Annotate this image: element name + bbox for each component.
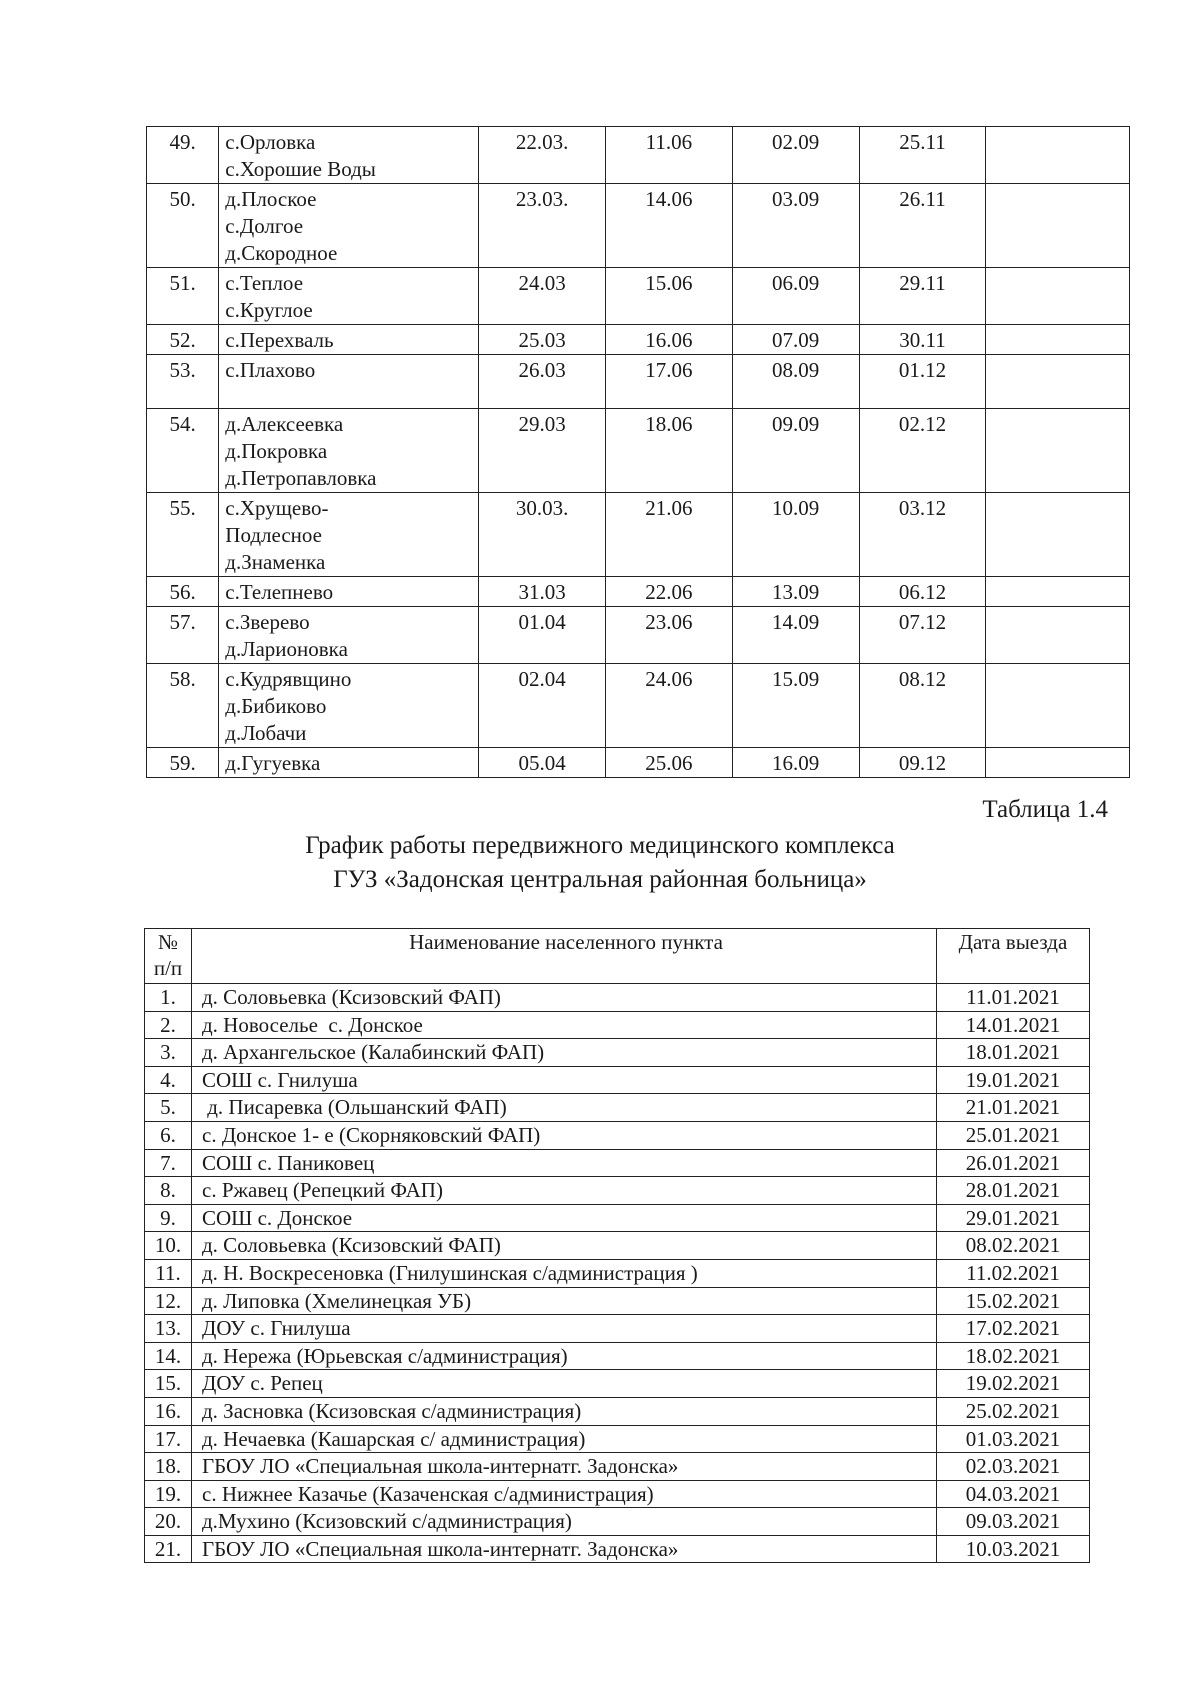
- visit-date: 03.09: [732, 184, 859, 268]
- visit-date: 22.06: [605, 577, 732, 607]
- settlement-name: с. Нижнее Казачье (Казаченская с/администрация): [192, 1480, 937, 1508]
- settlement-names: [219, 184, 479, 268]
- visit-date: 29.11: [859, 268, 986, 325]
- settlement-name: с.Телепнево: [225, 580, 334, 604]
- table-row: [145, 1204, 1090, 1232]
- header-number: [145, 929, 192, 984]
- table-row: [147, 748, 1130, 778]
- row-number: 59.: [147, 748, 219, 778]
- row-number: 1.: [145, 984, 192, 1012]
- settlement-name: д.Петропавловка: [225, 466, 377, 490]
- visit-date: 11.06: [605, 127, 732, 184]
- settlement-name: д. Липовка (Хмелинецкая УБ): [192, 1287, 937, 1315]
- visit-date: 16.09: [732, 748, 859, 778]
- row-number: 10.: [145, 1232, 192, 1260]
- settlement-names: [219, 409, 479, 493]
- settlement-name: с.Долгое: [225, 214, 304, 238]
- departure-date: 18.02.2021: [937, 1342, 1090, 1370]
- row-number: 51.: [147, 268, 219, 325]
- visit-date: 16.06: [605, 325, 732, 355]
- header-number-line-1: №: [157, 930, 179, 954]
- visit-date: 23.06: [605, 607, 732, 664]
- row-number: 52.: [147, 325, 219, 355]
- table-row: [145, 1508, 1090, 1536]
- settlement-names: [219, 607, 479, 664]
- visit-date: 07.12: [859, 607, 986, 664]
- row-number: 20.: [145, 1508, 192, 1536]
- settlement-name: ГБОУ ЛО «Специальная школа-интернатг. Задонска»: [192, 1535, 937, 1563]
- settlement-name: с.Теплое: [225, 271, 304, 295]
- settlement-name: д. Н. Воскресеновка (Гнилушинская с/администрация ): [192, 1259, 937, 1287]
- row-number: 53.: [147, 355, 219, 409]
- visit-date: 03.12: [859, 493, 986, 577]
- settlement-name: с.Круглое: [225, 298, 313, 322]
- table-row: [145, 1535, 1090, 1563]
- settlement-name: СОШ с. Донское: [192, 1204, 937, 1232]
- settlement-name: д.Бибиково: [225, 694, 327, 718]
- visit-date: 22.03.: [479, 127, 606, 184]
- visit-date: 01.12: [859, 355, 986, 409]
- departure-date: 01.03.2021: [937, 1425, 1090, 1453]
- table-row: [147, 127, 1130, 184]
- visit-date: 15.09: [732, 664, 859, 748]
- visit-date: 05.04: [479, 748, 606, 778]
- row-number: 21.: [145, 1535, 192, 1563]
- departure-date: 09.03.2021: [937, 1508, 1090, 1536]
- table-row: [145, 1177, 1090, 1205]
- table-row: [145, 1094, 1090, 1122]
- notes-cell: [986, 268, 1130, 325]
- settlement-names: [219, 325, 479, 355]
- table-row: [145, 1453, 1090, 1481]
- settlement-name: д. Архангельское (Калабинский ФАП): [192, 1039, 937, 1067]
- row-number: 15.: [145, 1370, 192, 1398]
- table-row: [147, 664, 1130, 748]
- visit-date: 06.09: [732, 268, 859, 325]
- visit-date: 25.03: [479, 325, 606, 355]
- visit-date: 08.09: [732, 355, 859, 409]
- departure-date: 14.01.2021: [937, 1011, 1090, 1039]
- mobile-complex-schedule-body: [145, 984, 1090, 1563]
- notes-cell: [986, 184, 1130, 268]
- departure-date: 08.02.2021: [937, 1232, 1090, 1260]
- visit-date: 13.09: [732, 577, 859, 607]
- visit-date: 07.09: [732, 325, 859, 355]
- settlement-name: с.Орловка: [225, 130, 316, 154]
- settlement-name: Подлесное: [225, 523, 323, 547]
- visit-date: 06.12: [859, 577, 986, 607]
- mobile-complex-schedule-table: [144, 928, 1090, 1563]
- settlement-name: д.Скородное: [225, 241, 338, 265]
- table-row: [145, 1011, 1090, 1039]
- row-number: 49.: [147, 127, 219, 184]
- visit-date: 15.06: [605, 268, 732, 325]
- visit-date: 31.03: [479, 577, 606, 607]
- route-schedule-body: [147, 127, 1130, 778]
- settlement-name: д.Покровка: [225, 439, 328, 463]
- table-row: [145, 1315, 1090, 1343]
- table-row: [145, 1342, 1090, 1370]
- row-number: 50.: [147, 184, 219, 268]
- departure-date: 11.01.2021: [937, 984, 1090, 1012]
- settlement-name: ГБОУ ЛО «Специальная школа-интернатг. Задонска»: [192, 1453, 937, 1481]
- settlement-name: д.Мухино (Ксизовский с/администрация): [192, 1508, 937, 1536]
- departure-date: 29.01.2021: [937, 1204, 1090, 1232]
- row-number: 3.: [145, 1039, 192, 1067]
- visit-date: 10.09: [732, 493, 859, 577]
- visit-date: 26.11: [859, 184, 986, 268]
- visit-date: 30.03.: [479, 493, 606, 577]
- settlement-name: с.Кудрявщино: [225, 667, 352, 691]
- row-number: 11.: [145, 1259, 192, 1287]
- table-title-line-2: ГУЗ «Задонская центральная районная больница»: [333, 866, 867, 893]
- table-row: [145, 1232, 1090, 1260]
- row-number: 17.: [145, 1425, 192, 1453]
- notes-cell: [986, 355, 1130, 409]
- table-row: [147, 184, 1130, 268]
- settlement-name: д. Нережа (Юрьевская с/администрация): [192, 1342, 937, 1370]
- departure-date: 25.02.2021: [937, 1397, 1090, 1425]
- departure-date: 02.03.2021: [937, 1453, 1090, 1481]
- table-row: [147, 325, 1130, 355]
- visit-date: 29.03: [479, 409, 606, 493]
- table-row: [145, 1480, 1090, 1508]
- settlement-name: д. Соловьевка (Ксизовский ФАП): [192, 1232, 937, 1260]
- visit-date: 02.09: [732, 127, 859, 184]
- settlement-name: д. Писаревка (Ольшанский ФАП): [192, 1094, 937, 1122]
- row-number: 14.: [145, 1342, 192, 1370]
- visit-date: 25.06: [605, 748, 732, 778]
- table-row: [145, 1397, 1090, 1425]
- visit-date: 01.04: [479, 607, 606, 664]
- table-row: [147, 268, 1130, 325]
- settlement-names: [219, 577, 479, 607]
- visit-date: 14.06: [605, 184, 732, 268]
- notes-cell: [986, 325, 1130, 355]
- header-number-line-2: п/п: [153, 956, 183, 980]
- row-number: 54.: [147, 409, 219, 493]
- notes-cell: [986, 493, 1130, 577]
- departure-date: 11.02.2021: [937, 1259, 1090, 1287]
- settlement-name: ДОУ с. Репец: [192, 1370, 937, 1398]
- settlement-name: д. Засновка (Ксизовская с/администрация): [192, 1397, 937, 1425]
- table-row: [145, 1370, 1090, 1398]
- row-number: 8.: [145, 1177, 192, 1205]
- settlement-name: с.Перехваль: [225, 328, 334, 352]
- visit-date: 30.11: [859, 325, 986, 355]
- departure-date: 10.03.2021: [937, 1535, 1090, 1563]
- settlement-name: д.Знаменка: [225, 550, 326, 574]
- settlement-name: д. Нечаевка (Кашарская с/ администрация): [192, 1425, 937, 1453]
- settlement-name: д.Лобачи: [225, 721, 307, 745]
- notes-cell: [986, 748, 1130, 778]
- visit-date: 02.04: [479, 664, 606, 748]
- row-number: 12.: [145, 1287, 192, 1315]
- departure-date: 28.01.2021: [937, 1177, 1090, 1205]
- table-header-row: [145, 929, 1090, 984]
- notes-cell: [986, 607, 1130, 664]
- settlement-name: д. Соловьевка (Ксизовский ФАП): [192, 984, 937, 1012]
- table-row: [145, 1425, 1090, 1453]
- settlement-names: [219, 268, 479, 325]
- table-row: [145, 984, 1090, 1012]
- visit-date: 09.12: [859, 748, 986, 778]
- row-number: 6.: [145, 1121, 192, 1149]
- visit-date: 21.06: [605, 493, 732, 577]
- table-row: [145, 1066, 1090, 1094]
- row-number: 18.: [145, 1453, 192, 1481]
- visit-date: 24.03: [479, 268, 606, 325]
- departure-date: 15.02.2021: [937, 1287, 1090, 1315]
- table-caption: Таблица 1.4: [982, 796, 1108, 823]
- visit-date: 08.12: [859, 664, 986, 748]
- row-number: 2.: [145, 1011, 192, 1039]
- header-departure-date: Дата выезда: [937, 929, 1090, 984]
- settlement-name: д. Новоселье с. Донское: [192, 1011, 937, 1039]
- departure-date: 25.01.2021: [937, 1121, 1090, 1149]
- settlement-name: с.Хорошие Воды: [225, 157, 376, 181]
- table-row: [145, 1039, 1090, 1067]
- table-row: [147, 577, 1130, 607]
- row-number: 19.: [145, 1480, 192, 1508]
- settlement-name: с.Хрущево-: [225, 496, 329, 520]
- settlement-names: [219, 493, 479, 577]
- row-number: 13.: [145, 1315, 192, 1343]
- notes-cell: [986, 409, 1130, 493]
- visit-date: 25.11: [859, 127, 986, 184]
- settlement-name: СОШ с. Паниковец: [192, 1149, 937, 1177]
- departure-date: 17.02.2021: [937, 1315, 1090, 1343]
- table-row: [145, 1259, 1090, 1287]
- settlement-names: [219, 127, 479, 184]
- settlement-names: [219, 748, 479, 778]
- departure-date: 04.03.2021: [937, 1480, 1090, 1508]
- visit-date: 18.06: [605, 409, 732, 493]
- table-row: [147, 493, 1130, 577]
- row-number: 9.: [145, 1204, 192, 1232]
- row-number: 56.: [147, 577, 219, 607]
- row-number: 7.: [145, 1149, 192, 1177]
- departure-date: 18.01.2021: [937, 1039, 1090, 1067]
- table-row: [147, 409, 1130, 493]
- settlement-names: [219, 355, 479, 409]
- visit-date: 09.09: [732, 409, 859, 493]
- table-row: [145, 1149, 1090, 1177]
- row-number: 4.: [145, 1066, 192, 1094]
- visit-date: 23.03.: [479, 184, 606, 268]
- settlement-name: ДОУ с. Гнилуша: [192, 1315, 937, 1343]
- table-row: [147, 607, 1130, 664]
- row-number: 58.: [147, 664, 219, 748]
- settlement-name: с.Плахово: [225, 358, 316, 382]
- row-number: 57.: [147, 607, 219, 664]
- settlement-names: [219, 664, 479, 748]
- row-number: 55.: [147, 493, 219, 577]
- settlement-name: с. Ржавец (Репецкий ФАП): [192, 1177, 937, 1205]
- visit-date: 24.06: [605, 664, 732, 748]
- header-settlement-name: Наименование населенного пункта: [192, 929, 937, 984]
- settlement-name: СОШ с. Гнилуша: [192, 1066, 937, 1094]
- departure-date: 21.01.2021: [937, 1094, 1090, 1122]
- settlement-name: д.Гугуевка: [225, 751, 321, 775]
- settlement-name: с.Зверево: [225, 610, 310, 634]
- visit-date: 02.12: [859, 409, 986, 493]
- notes-cell: [986, 577, 1130, 607]
- notes-cell: [986, 664, 1130, 748]
- table-row: [145, 1287, 1090, 1315]
- visit-date: 26.03: [479, 355, 606, 409]
- settlement-name: д.Плоское: [225, 187, 317, 211]
- settlement-name: с. Донское 1- е (Скорняковский ФАП): [192, 1121, 937, 1149]
- departure-date: 19.01.2021: [937, 1066, 1090, 1094]
- route-schedule-table: [146, 126, 1130, 778]
- departure-date: 19.02.2021: [937, 1370, 1090, 1398]
- table-row: [147, 355, 1130, 409]
- departure-date: 26.01.2021: [937, 1149, 1090, 1177]
- row-number: 5.: [145, 1094, 192, 1122]
- notes-cell: [986, 127, 1130, 184]
- table-title-line-1: График работы передвижного медицинского комплекса: [305, 832, 895, 859]
- visit-date: 17.06: [605, 355, 732, 409]
- settlement-name: д.Ларионовка: [225, 637, 348, 661]
- table-row: [145, 1121, 1090, 1149]
- settlement-name: д.Алексеевка: [225, 412, 344, 436]
- row-number: 16.: [145, 1397, 192, 1425]
- visit-date: 14.09: [732, 607, 859, 664]
